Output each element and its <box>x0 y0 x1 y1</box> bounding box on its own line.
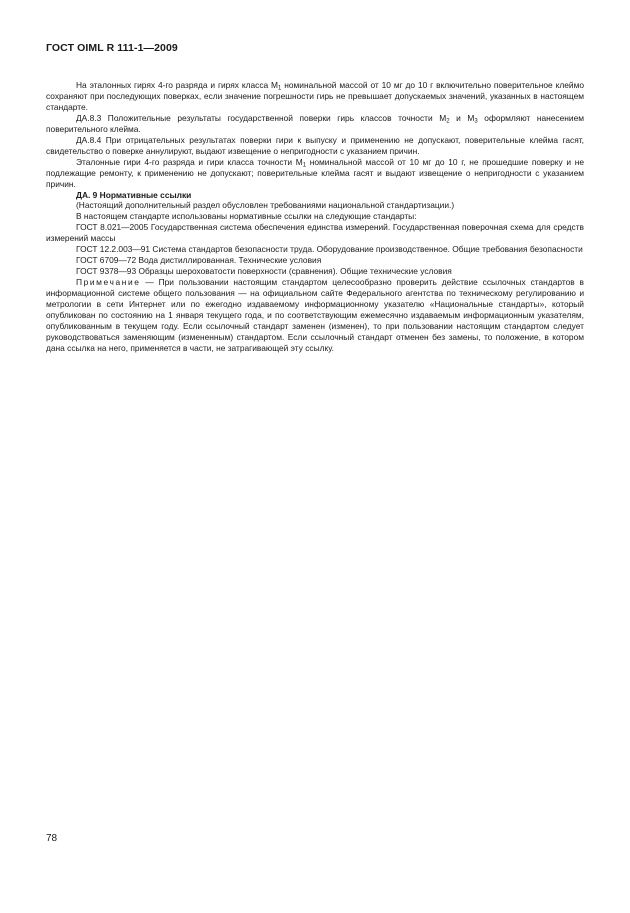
reference-gost-8-021: ГОСТ 8.021—2005 Государственная система обеспечения единства измерений. Государственная поверочная схема для средств измерений массы <box>46 222 584 244</box>
paragraph-text: номинальной массой от 10 мг до 10 г, не прошедшие поверку и не подлежащие ремонту, к применению не допускают; поверительные клейма гасят и выдают извещение о непригодности с указанием причин. <box>46 156 584 189</box>
paragraph-reference-weights <box>46 157 584 190</box>
document-body <box>46 80 584 354</box>
paragraph-section-note: (Настоящий дополнительный раздел обусловлен требованиями национальной стандартизации.) <box>76 200 455 211</box>
paragraph-text: оформляют нанесением поверительного клейма. <box>46 112 584 134</box>
paragraph-text: номинальной массой от 10 мг до 10 г включительно поверительное клеймо сохраняют при последующих поверках, если значение погрешности гирь не превышает допускаемых значений, указанных в настоящем стандарте. <box>46 80 584 112</box>
paragraph-text: ДА.8.3 Положительные результаты государственной поверки гирь классов точности М <box>76 112 447 123</box>
paragraph-da-8-3 <box>46 113 584 135</box>
paragraph-references-intro: В настоящем стандарте использованы нормативные ссылки на следующие стандарты: <box>76 211 417 222</box>
paragraph-text: На эталонных гирях 4-го разряда и гирях класса М <box>76 80 279 90</box>
reference-gost-12-2-003: ГОСТ 12.2.003—91 Система стандартов безопасности труда. Оборудование производственное. Общие требования безопасности <box>76 244 583 255</box>
note-text: — При пользовании настоящим стандартом целесообразно проверить действие ссылочных стандартов в информационной системе общего пользования — на официальном сайте Федерального агентства по техническому регулированию и метрологии в сети Интернет или по ежегодно издаваемому информационному указателю «Национальные стандарты», который опубликован по состоянию на 1 января текущего года, и по соответствующим ежемесячно издаваемым информационным указателям, опубликованным в текущем году. Если ссылочный стандарт заменен (изменен), то при пользовании настоящим стандартом следует руководствоваться заменяющим (измененным) стандартом. Если ссылочный стандарт отменен без замены, то положение, в котором дана ссылка на него, применяется в части, не затрагивающей эту ссылку. <box>46 277 584 353</box>
paragraph-text: и М <box>449 112 475 123</box>
note-label: Примечание <box>76 277 141 288</box>
page-number: 78 <box>46 833 58 844</box>
paragraph-text: Эталонные гири 4-го разряда и гири класса точности М <box>76 156 303 167</box>
reference-gost-6709: ГОСТ 6709—72 Вода дистиллированная. Технические условия <box>76 255 322 266</box>
paragraph-da-8-4: ДА.8.4 При отрицательных результатах поверки гири к выпуску и применению не допускают, поверительные клейма гасят, свидетельство о поверке аннулируют, выдают извещение о непригодности с указанием причин. <box>46 134 584 156</box>
paragraph-weights-class-m1 <box>46 80 584 113</box>
reference-gost-9378: ГОСТ 9378—93 Образцы шероховатости поверхности (сравнения). Общие технические условия <box>76 266 452 277</box>
subscript: 1 <box>302 162 307 169</box>
subscript: 2 <box>446 118 450 125</box>
subscript: 1 <box>278 85 282 92</box>
section-title-da-9: ДА. 9 Нормативные ссылки <box>76 189 192 200</box>
note-paragraph <box>46 277 584 354</box>
subscript: 3 <box>474 118 478 125</box>
document-header: ГОСТ OIML R 111-1—2009 <box>46 42 178 54</box>
